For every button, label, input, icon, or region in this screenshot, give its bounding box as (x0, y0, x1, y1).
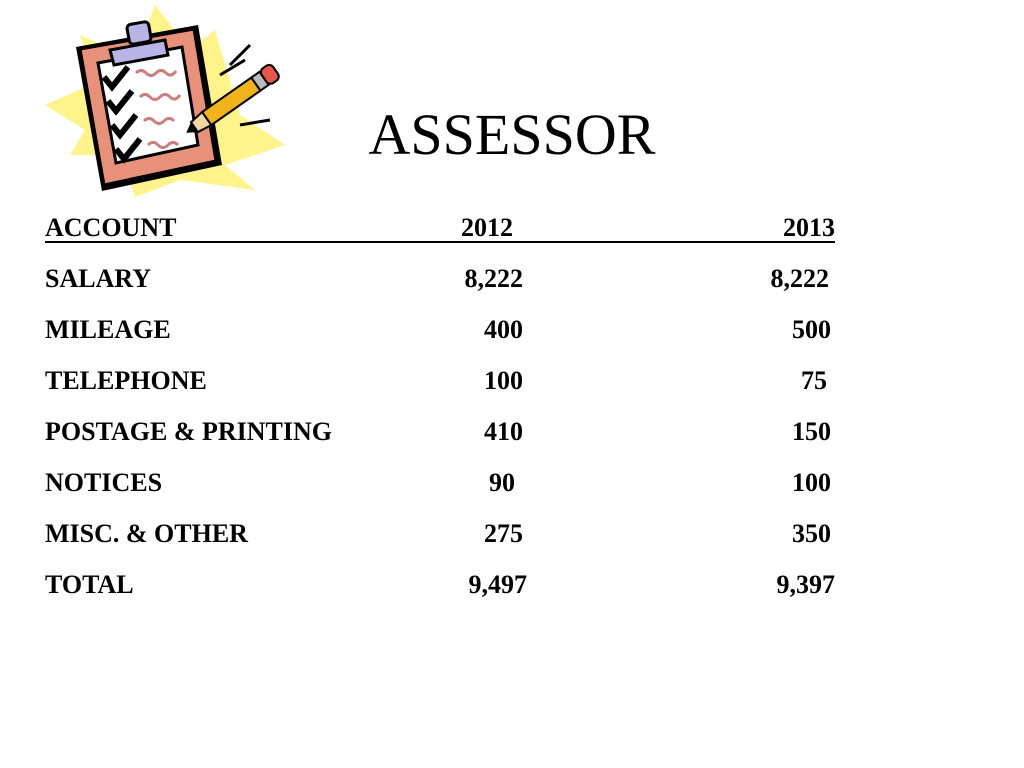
row-account: MILEAGE (45, 315, 171, 344)
row-value-2012: 90 (489, 468, 515, 497)
row-account: TOTAL (45, 570, 134, 599)
table-header (45, 210, 835, 243)
row-value-2012: 400 (484, 315, 523, 344)
budget-table (45, 210, 835, 618)
row-account: NOTICES (45, 468, 163, 497)
table-row (45, 465, 835, 516)
table-row-total (45, 567, 835, 618)
table-row (45, 312, 835, 363)
table-row (45, 363, 835, 414)
row-value-2013: 75 (801, 366, 827, 395)
row-value-2013: 150 (792, 417, 831, 446)
row-account: TELEPHONE (45, 366, 207, 395)
row-value-2013: 8,222 (770, 264, 829, 293)
clipboard-clip-top (126, 21, 151, 45)
row-value-2013: 350 (792, 519, 831, 548)
row-account: POSTAGE & PRINTING (45, 417, 332, 446)
page-title: ASSESSOR (368, 102, 656, 167)
row-value-2012: 410 (484, 417, 523, 446)
row-value-2012: 8,222 (464, 264, 523, 293)
row-value-2012: 9,497 (468, 570, 527, 599)
row-value-2013: 9,397 (776, 570, 835, 599)
row-account: MISC. & OTHER (45, 519, 248, 548)
table-row (45, 516, 835, 567)
row-value-2013: 100 (792, 468, 831, 497)
column-header-account: ACCOUNT (45, 213, 177, 242)
row-value-2012: 100 (484, 366, 523, 395)
table-row (45, 414, 835, 465)
row-value-2012: 275 (484, 519, 523, 548)
row-value-2013: 500 (792, 315, 831, 344)
column-header-2013: 2013 (783, 213, 835, 242)
table-row (45, 261, 835, 312)
column-header-2012: 2012 (461, 213, 513, 242)
row-account: SALARY (45, 264, 151, 293)
